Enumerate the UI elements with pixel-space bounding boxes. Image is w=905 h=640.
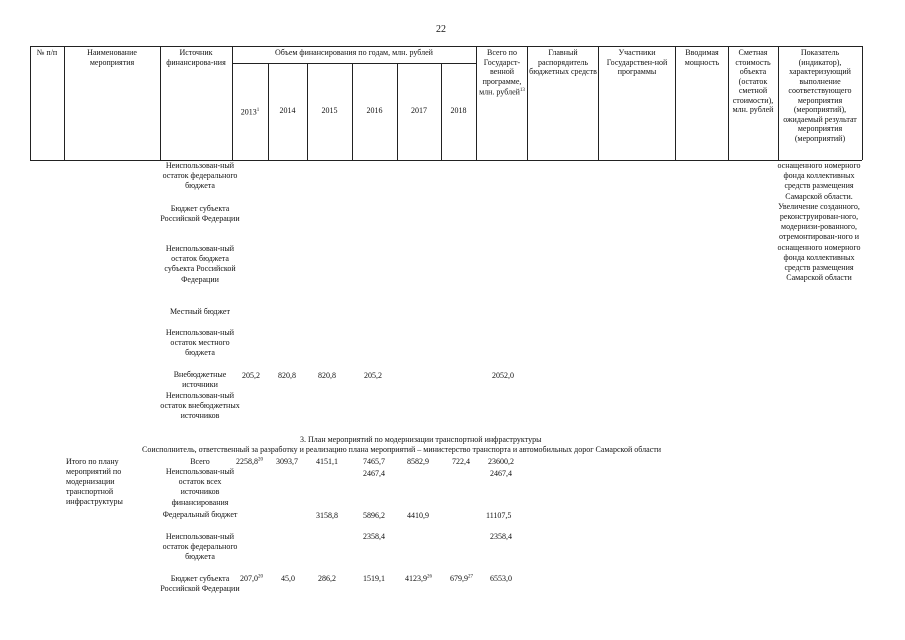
source-local: Местный бюджет bbox=[170, 307, 230, 316]
extrabudget-2013: 205,2 bbox=[242, 371, 260, 380]
row-total-2015: 4151,1 bbox=[316, 457, 338, 466]
header-year-2018: 2018 bbox=[450, 106, 467, 115]
source-federal-unused: Неиспользован-ный остаток федерального бюджета bbox=[162, 161, 238, 191]
row-federal-unused-2016: 2358,4 bbox=[363, 532, 385, 541]
source-local-unused: Неиспользован-ный остаток местного бюджета bbox=[165, 328, 235, 358]
row-federal-2016: 5896,2 bbox=[363, 511, 385, 520]
source-regional: Бюджет субъекта Российской Федерации bbox=[160, 204, 240, 224]
row-federal-2015: 3158,8 bbox=[316, 511, 338, 520]
row-regional-sum: 6553,0 bbox=[490, 574, 512, 583]
row-regional-source: Бюджет субъекта Российской Федерации bbox=[160, 574, 240, 594]
header-volume: Объем финансирования по годам, млн. рублей bbox=[275, 48, 433, 57]
row-all-unused-sum: 2467,4 bbox=[490, 469, 512, 478]
source-regional-unused: Неиспользован-ный остаток бюджета субъекта Российской Федерации bbox=[164, 244, 236, 284]
row-total-source: Всего bbox=[190, 457, 210, 466]
row-federal-sum: 11107,5 bbox=[486, 511, 512, 520]
section-executor: Соисполнитель, ответственный за разработку и реализацию плана мероприятий – министерство транспорта и автомобильных дорог Самарской области bbox=[142, 445, 662, 454]
row-total-2016: 7465,7 bbox=[363, 457, 385, 466]
row-federal-unused-sum: 2358,4 bbox=[490, 532, 512, 541]
extrabudget-total: 2052,0 bbox=[492, 371, 514, 380]
source-extrabudget: Внебюджетные источники bbox=[173, 370, 227, 390]
header-year-2017: 2017 bbox=[411, 106, 427, 115]
header-source: Источник финансирова-ния bbox=[166, 48, 226, 67]
header-year-2016: 2016 bbox=[366, 106, 383, 115]
row-federal-unused-source: Неиспользован-ный остаток федерального бюджета bbox=[162, 532, 238, 562]
row-regional-2017: 4123,9$^{26}$ bbox=[405, 574, 432, 583]
header-participants: Участники Государствен-ной программы bbox=[606, 48, 668, 76]
row-all-unused-2016: 2467,4 bbox=[363, 469, 385, 478]
header-event-name: Наименование мероприятия bbox=[87, 48, 137, 67]
row-federal-source: Федеральный бюджет bbox=[162, 510, 238, 519]
row-federal-2017: 4410,9 bbox=[407, 511, 429, 520]
row-total-2014: 3093,7 bbox=[276, 457, 298, 466]
header-num: № п/п bbox=[36, 48, 58, 57]
header-year-2014: 2014 bbox=[279, 106, 296, 115]
row-regional-2016: 1519,1 bbox=[363, 574, 385, 583]
header-year-2013: 2013$^1$ bbox=[240, 107, 260, 117]
row-total-sum: 23600,2 bbox=[488, 457, 514, 466]
page-number: 22 bbox=[436, 24, 446, 35]
header-estimate: Сметная стоимость объекта (остаток сметной стоимости), млн. рублей bbox=[732, 48, 774, 114]
source-extrabudget-unused: Неиспользован-ный остаток внебюджетных источников bbox=[160, 391, 240, 421]
row-regional-2015: 286,2 bbox=[318, 574, 336, 583]
extrabudget-2016: 205,2 bbox=[364, 371, 382, 380]
extrabudget-2014: 820,8 bbox=[278, 371, 296, 380]
section-title: 3. План мероприятий по модернизации транспортной инфраструктуры bbox=[300, 435, 542, 444]
row-total-2013: 2258,8$^{20}$ bbox=[236, 457, 263, 466]
row-total-2018: 722,4 bbox=[452, 457, 470, 466]
header-total: Всего по Государст-венной программе, млн. рублей$^{13}$ bbox=[479, 48, 525, 97]
row-regional-2013: 207,0$^{20}$ bbox=[240, 574, 263, 583]
header-indicator: Показатель (индикатор), характеризующий выполнение соответствующего мероприятия (мероприятий), ожидаемый результат мероприятия (мероприятий) bbox=[783, 48, 857, 143]
row-all-unused-source: Неиспользован-ный остаток всех источников финансирования bbox=[165, 467, 235, 507]
row-regional-2018: 679,9$^{27}$ bbox=[450, 574, 473, 583]
row-total-2017: 8582,9 bbox=[407, 457, 429, 466]
header-manager: Главный распорядитель бюджетных средств bbox=[529, 48, 597, 76]
header-year-2015: 2015 bbox=[321, 106, 338, 115]
header-capacity: Вводимая мощность bbox=[684, 48, 720, 67]
event-name: Итого по плану мероприятий по модернизации транспортной инфраструктуры bbox=[66, 457, 123, 506]
extrabudget-2015: 820,8 bbox=[318, 371, 336, 380]
indicator-text: оснащенного номерного фонда коллективных средств размещения Самарской области. Увеличение созданного, реконструирован-ного, модернизи-рованного, отремонтирован-ного и оснащенного номерного фонда коллективных средств размещения Самарской области bbox=[777, 161, 861, 283]
row-regional-2014: 45,0 bbox=[281, 574, 295, 583]
